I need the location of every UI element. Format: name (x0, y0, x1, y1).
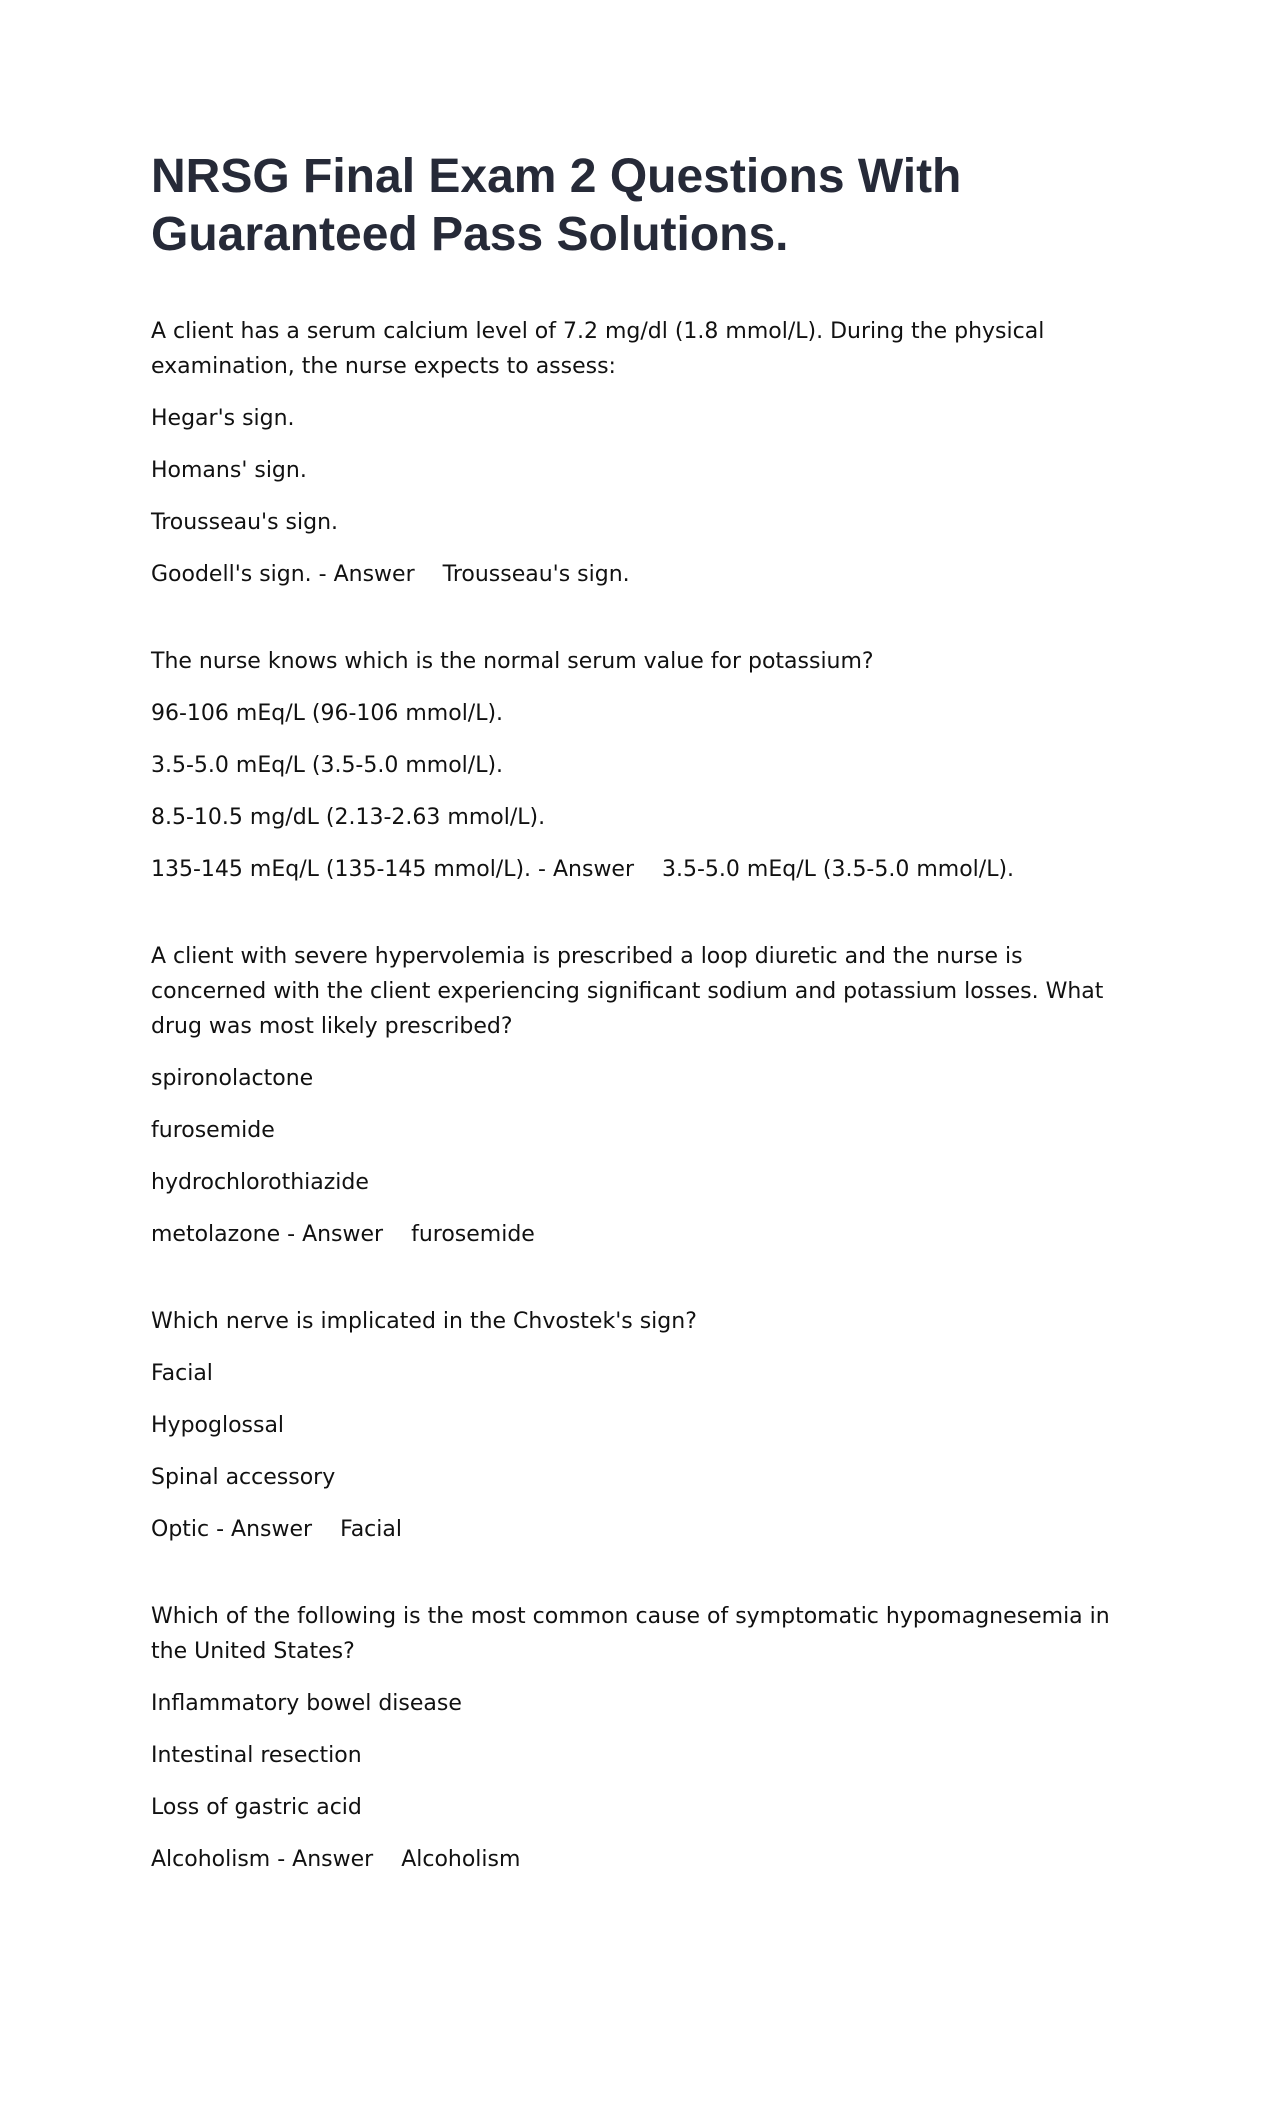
page-title: NRSG Final Exam 2 Questions With Guaranteed Pass Solutions. (151, 150, 962, 261)
answer-option: 96-106 mEq/L (96-106 mmol/L). (151, 701, 504, 726)
answer-option-last: Optic (151, 1517, 210, 1542)
answer-label: - Answer (270, 1847, 374, 1872)
answer-option: Homans' sign. (151, 458, 307, 483)
answer-option: Hegar's sign. (151, 406, 295, 431)
answer-option-last: Alcoholism (151, 1847, 271, 1872)
question-block (151, 314, 1141, 592)
answer-option-last: 135-145 mEq/L (135-145 mmol/L). (151, 857, 532, 882)
answer-option: furosemide (151, 1118, 275, 1143)
answer-option: hydrochlorothiazide (151, 1170, 369, 1195)
answer-label: - Answer (280, 1222, 384, 1247)
answer-option: Intestinal resection (151, 1743, 362, 1768)
answer-line (151, 1512, 1141, 1547)
correct-answer: Trousseau's sign. (442, 562, 630, 587)
question-prompt: The nurse knows which is the normal serum value for potassium? (151, 649, 874, 674)
answer-option: Facial (151, 1361, 213, 1386)
answer-option: Hypoglossal (151, 1413, 285, 1438)
question-block (151, 1599, 1141, 1877)
answer-line (151, 852, 1141, 887)
answer-line (151, 1842, 1141, 1877)
answer-label: - Answer (311, 562, 415, 587)
question-block (151, 644, 1141, 887)
answer-label: - Answer (209, 1517, 313, 1542)
question-prompt: Which of the following is the most common cause of symptomatic hypomagnesemia in the United States? (151, 1604, 1110, 1664)
correct-answer: furosemide (411, 1222, 535, 1247)
answer-option: Inflammatory bowel disease (151, 1691, 462, 1716)
question-prompt: A client has a serum calcium level of 7.2 mg/dl (1.8 mmol/L). During the physical examination, the nurse expects to assess: (151, 319, 1045, 379)
answer-line (151, 1217, 1141, 1252)
answer-option: 3.5-5.0 mEq/L (3.5-5.0 mmol/L). (151, 753, 504, 778)
answer-label: - Answer (531, 857, 635, 882)
correct-answer: Alcoholism (401, 1847, 521, 1872)
answer-line (151, 557, 1141, 592)
correct-answer: 3.5-5.0 mEq/L (3.5-5.0 mmol/L). (662, 857, 1015, 882)
question-prompt: Which nerve is implicated in the Chvostek's sign? (151, 1309, 697, 1334)
answer-option-last: Goodell's sign. (151, 562, 312, 587)
answer-option: 8.5-10.5 mg/dL (2.13-2.63 mmol/L). (151, 805, 546, 830)
answer-option: Spinal accessory (151, 1465, 336, 1490)
question-block (151, 1304, 1141, 1547)
question-block (151, 939, 1141, 1252)
answer-option: Loss of gastric acid (151, 1795, 362, 1820)
answer-option: Trousseau's sign. (151, 510, 339, 535)
correct-answer: Facial (340, 1517, 402, 1542)
answer-option: spironolactone (151, 1066, 314, 1091)
answer-option-last: metolazone (151, 1222, 281, 1247)
question-prompt: A client with severe hypervolemia is prescribed a loop diuretic and the nurse is concerned with the client experiencing significant sodium and potassium losses. What drug was most likely prescribed? (151, 944, 1104, 1039)
document-content (151, 148, 1141, 1929)
